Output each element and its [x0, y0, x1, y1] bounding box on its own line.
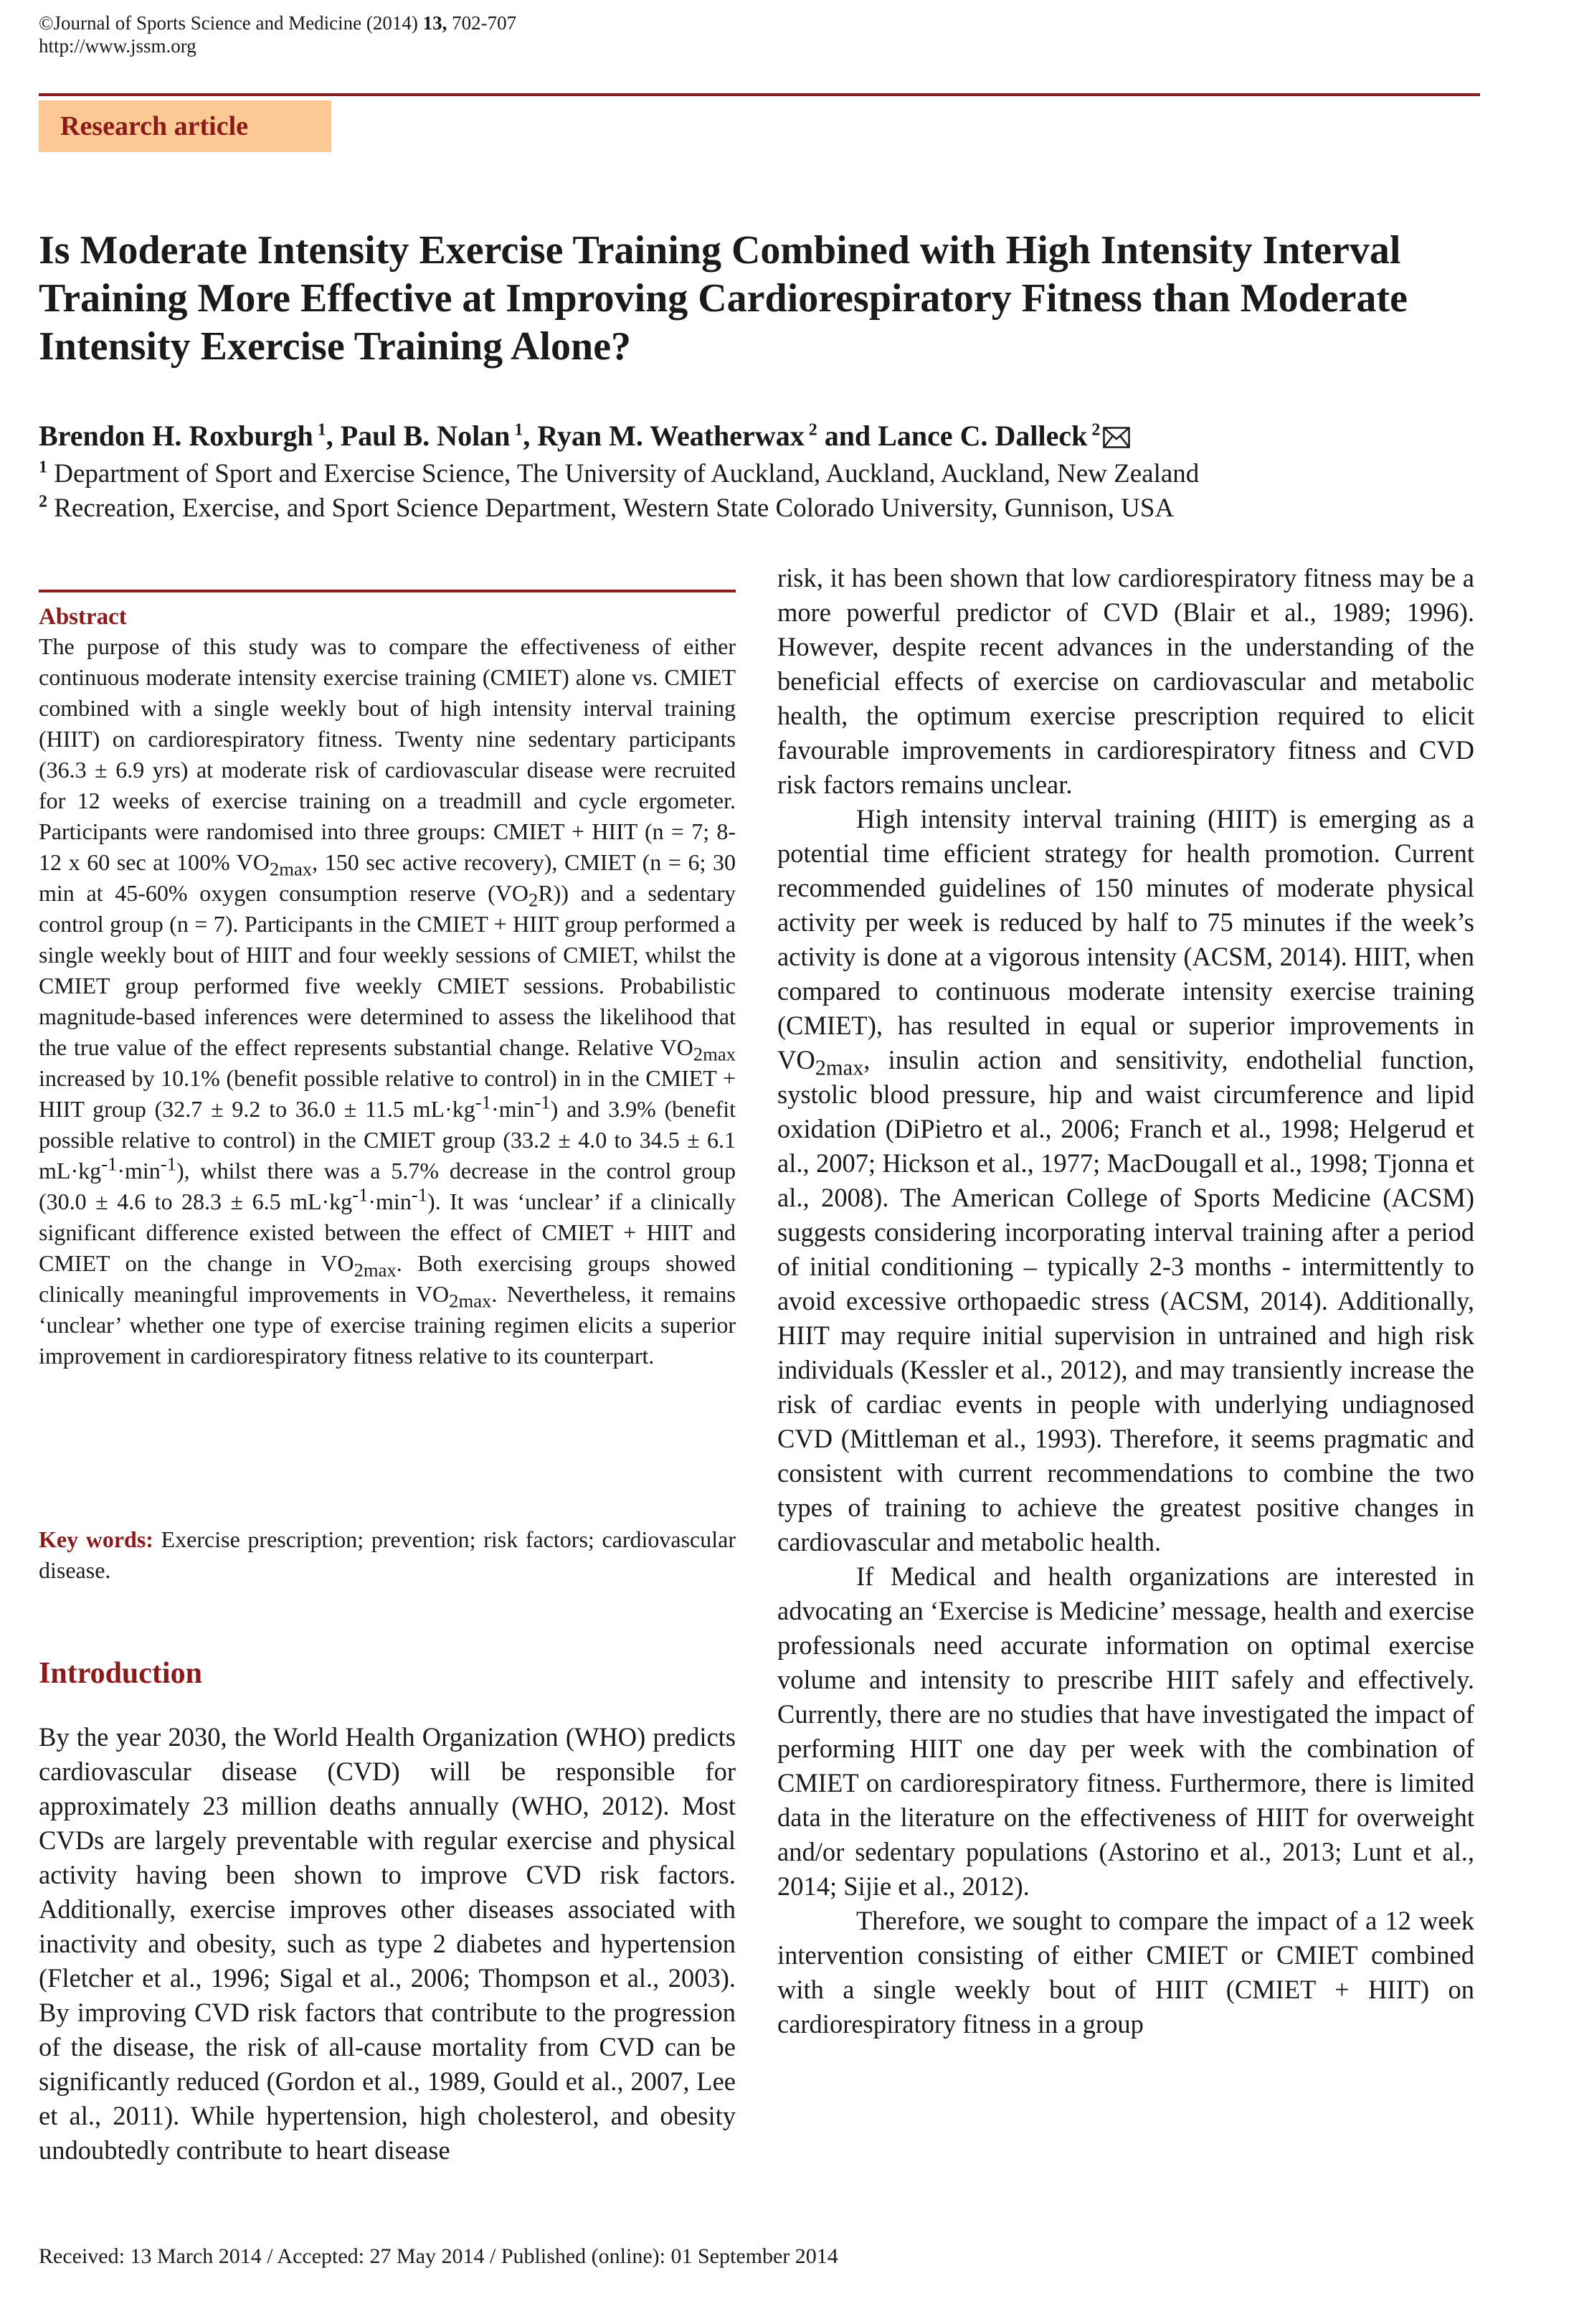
- author-name: Brendon H. Roxburgh: [39, 420, 313, 452]
- introduction-heading: Introduction: [39, 1657, 202, 1690]
- section-label-badge: [39, 100, 331, 152]
- paragraph: Therefore, we sought to compare the impact of a 12 week intervention consisting of either CMIET or CMIET combined with a single weekly bout of HIIT (CMIET + HIIT) on cardiorespiratory fitness in a group: [777, 1906, 1474, 2039]
- keywords-label: Key words:: [39, 1526, 153, 1552]
- abstract-text: The purpose of this study was to compare the effectiveness of either continuous moderate intensity exercise training (CMIET) alone vs. CMIET combined with a single weekly bout of high intensity interval training (HIIT) on cardiorespiratory fitness. Twenty nine sedentary participants (36.3 ± 6.9 yrs) at moderate risk of cardiovascular disease were recruited for 12 weeks of exercise training on a treadmill and cycle ergometer. Participants were randomised into three groups: CMIET + HIIT (n = 7; 8-12 x 60 sec at 100% $VO_{2max}$, 150 sec active recovery), CMIET (n = 6; 30 min at 45-60% oxygen consumption reserve $(VO_2R)$) and a sedentary control group (n = 7). Participants in the CMIET + HIIT group performed a single weekly bout of HIIT and four weekly sessions of CMIET, whilst the CMIET group performed five weekly CMIET sessions. Probabilistic magnitude-based inferences were determined to assess the likelihood that the true value of the effect represents substantial change. Relative $VO_{2max}$ increased by 10.1% (benefit possible relative to control) in in the CMIET + HIIT group (32.7 ± 9.2 to 36.0 ± 11.5 $mL\cdot kg^{-1}\cdot\min^{-1}$) and 3.9% (benefit possible relative to control) in the CMIET group (33.2 ± 4.0 to 34.5 ± 6.1 $mL\cdot kg^{-1}\cdot\min^{-1}$), whilst there was a 5.7% decrease in the control group (30.0 ± 4.6 to 28.3 ± 6.5 $mL\cdot kg^{-1}\cdot\min^{-1}$). It was ‘unclear’ if a clinically significant difference existed between the effect of CMIET + HIIT and CMIET on the change in $VO_{2max}$. Both exercising groups showed clinically meaningful improvements in $VO_{2max}$. Nevertheless, it remains ‘unclear’ whether one type of exercise training regimen elicits a superior improvement in cardiorespiratory fitness relative to its counterpart.: [39, 633, 736, 1369]
- paragraph: If Medical and health organizations are interested in advocating an ‘Exercise is Medicine’ message, health and exercise professionals need accurate information on optimal exercise volume and intensity to prescribe HIIT safely and effectively. Currently, there are no studies that have investigated the impact of performing HIIT one day per week with the combination of CMIET on cardiorespiratory fitness. Furthermore, there is limited data in the literature on the effectiveness of HIIT for overweight and/or sedentary populations (Astorino et al., 2013; Lunt et al., 2014; Sijie et al., 2012).: [777, 1562, 1474, 1901]
- introduction-paragraph: By the year 2030, the World Health Organization (WHO) predicts cardiovascular disease (CVD) will be responsible for approximately 23 million deaths annually (WHO, 2012). Most CVDs are largely preventable with regular exercise and physical activity having been shown to improve CVD risk factors. Additionally, exercise improves other diseases associated with inactivity and obesity, such as type 2 diabetes and hypertension (Fletcher et al., 1996; Sigal et al., 2006; Thompson et al., 2003). By improving CVD risk factors that contribute to the progression of the disease, the risk of all-cause mortality from CVD can be significantly reduced (Gordon et al., 1989, Gould et al., 2007, Lee et al., 2011). While hypertension, high cholesterol, and obesity undoubtedly contribute to heart disease: [39, 1722, 736, 2165]
- abstract-heading: Abstract: [39, 604, 127, 630]
- publication-dates: Received: 13 March 2014 / Accepted: 27 May 2014 / Published (online): 01 September 2014: [39, 2244, 838, 2268]
- abstract-rule: [39, 590, 736, 592]
- author-name: Paul B. Nolan: [340, 420, 511, 452]
- author-list: Brendon H. Roxburgh $^1$, Paul B. Nolan $^1$, Ryan M. Weatherwax $^2$ and Lance C. Dalleck $^2$: [39, 419, 1130, 456]
- affiliation-1: $^1$ Department of Sport and Exercise Science, The University of Auckland, Auckland, Auckland, New Zealand: [39, 458, 1200, 488]
- right-column: [777, 561, 1474, 2041]
- paragraph: risk, it has been shown that low cardiorespiratory fitness may be a more powerful predictor of CVD (Blair et al., 1989; 1996). However, despite recent advances in the understanding of the beneficial effects of exercise on cardiovascular and metabolic health, the optimum exercise prescription required to elicit favourable improvements in cardiorespiratory fitness and CVD risk factors remains unclear.: [777, 563, 1474, 799]
- header-rule: [39, 93, 1480, 96]
- author-name: Ryan M. Weatherwax: [537, 420, 805, 452]
- author-affiliation-mark: 1: [317, 420, 326, 440]
- keywords: Key words: Exercise prescription; prevention; risk factors; cardiovascular disease.: [39, 1526, 736, 1583]
- section-label: Research article: [60, 111, 249, 141]
- affiliation-2: $^2$ Recreation, Exercise, and Sport Science Department, Western State Colorado University, Gunnison, USA: [39, 492, 1175, 523]
- author-name: Lance C. Dalleck: [878, 420, 1088, 452]
- journal-header: [39, 11, 516, 57]
- paragraph: High intensity interval training (HIIT) is emerging as a potential time efficient strategy for health promotion. Current recommended guidelines of 150 minutes of moderate physical activity per week is reduced by half to 75 minutes if the week’s activity is done at a vigorous intensity (ACSM, 2014). HIIT, when compared to continuous moderate intensity exercise training (CMIET), has resulted in equal or superior improvements in $VO_{2max}$, insulin action and sensitivity, endothelial function, systolic blood pressure, hip and waist circumference and lipid oxidation (DiPietro et al., 2006; Franch et al., 1998; Helgerud et al., 2007; Hickson et al., 1977; MacDougall et al., 1998; Tjonna et al., 2008). The American College of Sports Medicine (ACSM) suggests considering incorporating interval training after a period of initial conditioning – typically 2-3 months - intermittently to avoid excessive orthopaedic stress (ACSM, 2014). Additionally, HIIT may require initial supervision in untrained and high risk individuals (Kessler et al., 2012), and may transiently increase the risk of cardiac events in people with underlying undiagnosed CVD (Mittleman et al., 1993). Therefore, it seems pragmatic and consistent with current recommendations to combine the two types of training to achieve the greatest positive changes in cardiovascular and metabolic health.: [777, 804, 1474, 1557]
- author-affiliation-mark: 2: [1091, 420, 1101, 440]
- envelope-icon[interactable]: [1103, 422, 1130, 456]
- paper-title: Is Moderate Intensity Exercise Training Combined with High Intensity Interval Training More Effective at Improving Cardiorespiratory Fitness than Moderate Intensity Exercise Training Alone?: [39, 228, 1408, 369]
- author-affiliation-mark: 1: [514, 420, 523, 440]
- author-affiliation-mark: 2: [808, 420, 817, 440]
- journal-citation: ©Journal of Sports Science and Medicine (2014) 13, 702-707: [39, 12, 517, 34]
- journal-url[interactable]: http://www.jssm.org: [39, 35, 196, 57]
